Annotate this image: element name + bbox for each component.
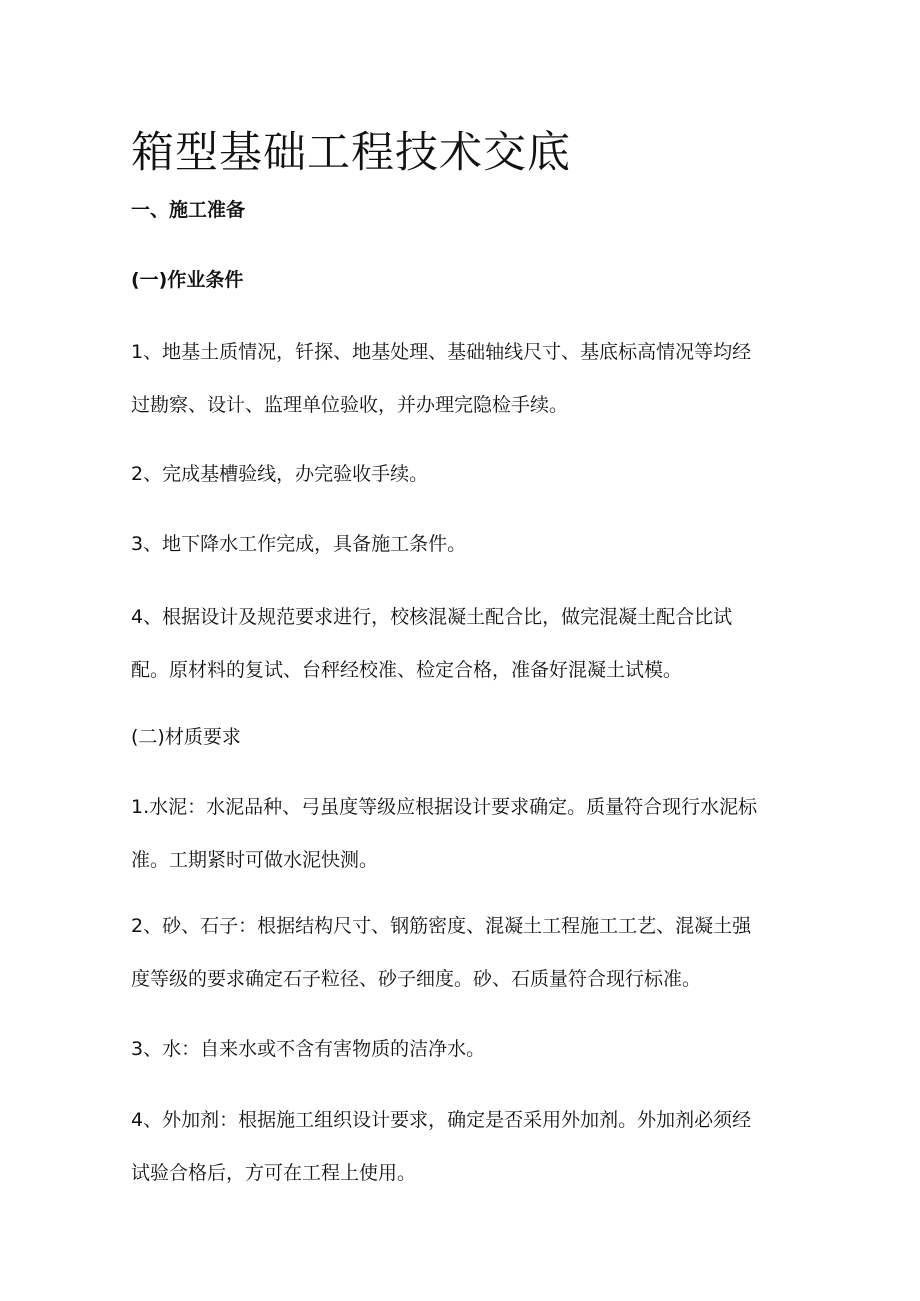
- subsection-heading-work-conditions: (一)作业条件: [131, 269, 244, 291]
- subsection-heading-material-requirements: (二)材质要求: [131, 726, 241, 748]
- paragraph-line: 2、完成基槽验线，办完验收手续。: [131, 463, 429, 485]
- section-heading-preparation: 一、施工准备: [131, 199, 246, 221]
- paragraph-condition-3: [131, 518, 791, 571]
- paragraph-line: 4、外加剂：根据施工组织设计要求，确定是否采用外加剂。外加剂必须经: [131, 1109, 752, 1131]
- paragraph-line: 4、根据设计及规范要求进行，校核混凝土配合比，做完混凝土配合比试: [131, 606, 733, 628]
- paragraph-line: 试验合格后，方可在工程上使用。: [131, 1162, 417, 1184]
- paragraph-line: 1.水泥：水泥品种、弓虽度等级应根据设计要求确定。质量符合现行水泥标: [131, 796, 758, 818]
- paragraph-material-3: [131, 1023, 791, 1076]
- paragraph-line: 度等级的要求确定石子粒径、砂子细度。砂、石质量符合现行标准。: [131, 968, 702, 990]
- document-title: 箱型基础工程技术交底: [131, 128, 571, 178]
- paragraph-line: 过勘察、设计、监理单位验收，并办理完隐检手续。: [131, 394, 569, 416]
- paragraph-line: 1、地基土质情况，钎探、地基处理、基础轴线尺寸、基底标高情况等均经: [131, 341, 752, 363]
- paragraph-material-2: [131, 900, 791, 1006]
- paragraph-condition-1: [131, 326, 791, 432]
- paragraph-condition-4: [131, 591, 791, 697]
- paragraph-line: 配。原材料的复试、台秤经校准、检定合格，准备好混凝土试模。: [131, 659, 683, 681]
- paragraph-line: 3、地下降水工作完成，具备施工条件。: [131, 533, 467, 555]
- paragraph-material-4: [131, 1094, 791, 1200]
- paragraph-condition-2: [131, 448, 791, 501]
- paragraph-line: 准。工期紧时可做水泥快测。: [131, 849, 379, 871]
- paragraph-material-1: [131, 781, 791, 887]
- paragraph-line: 3、水：自来水或不含有害物质的洁净水。: [131, 1038, 486, 1060]
- paragraph-line: 2、砂、石子：根据结构尺寸、钢筋密度、混凝土工程施工工艺、混凝土强: [131, 915, 752, 937]
